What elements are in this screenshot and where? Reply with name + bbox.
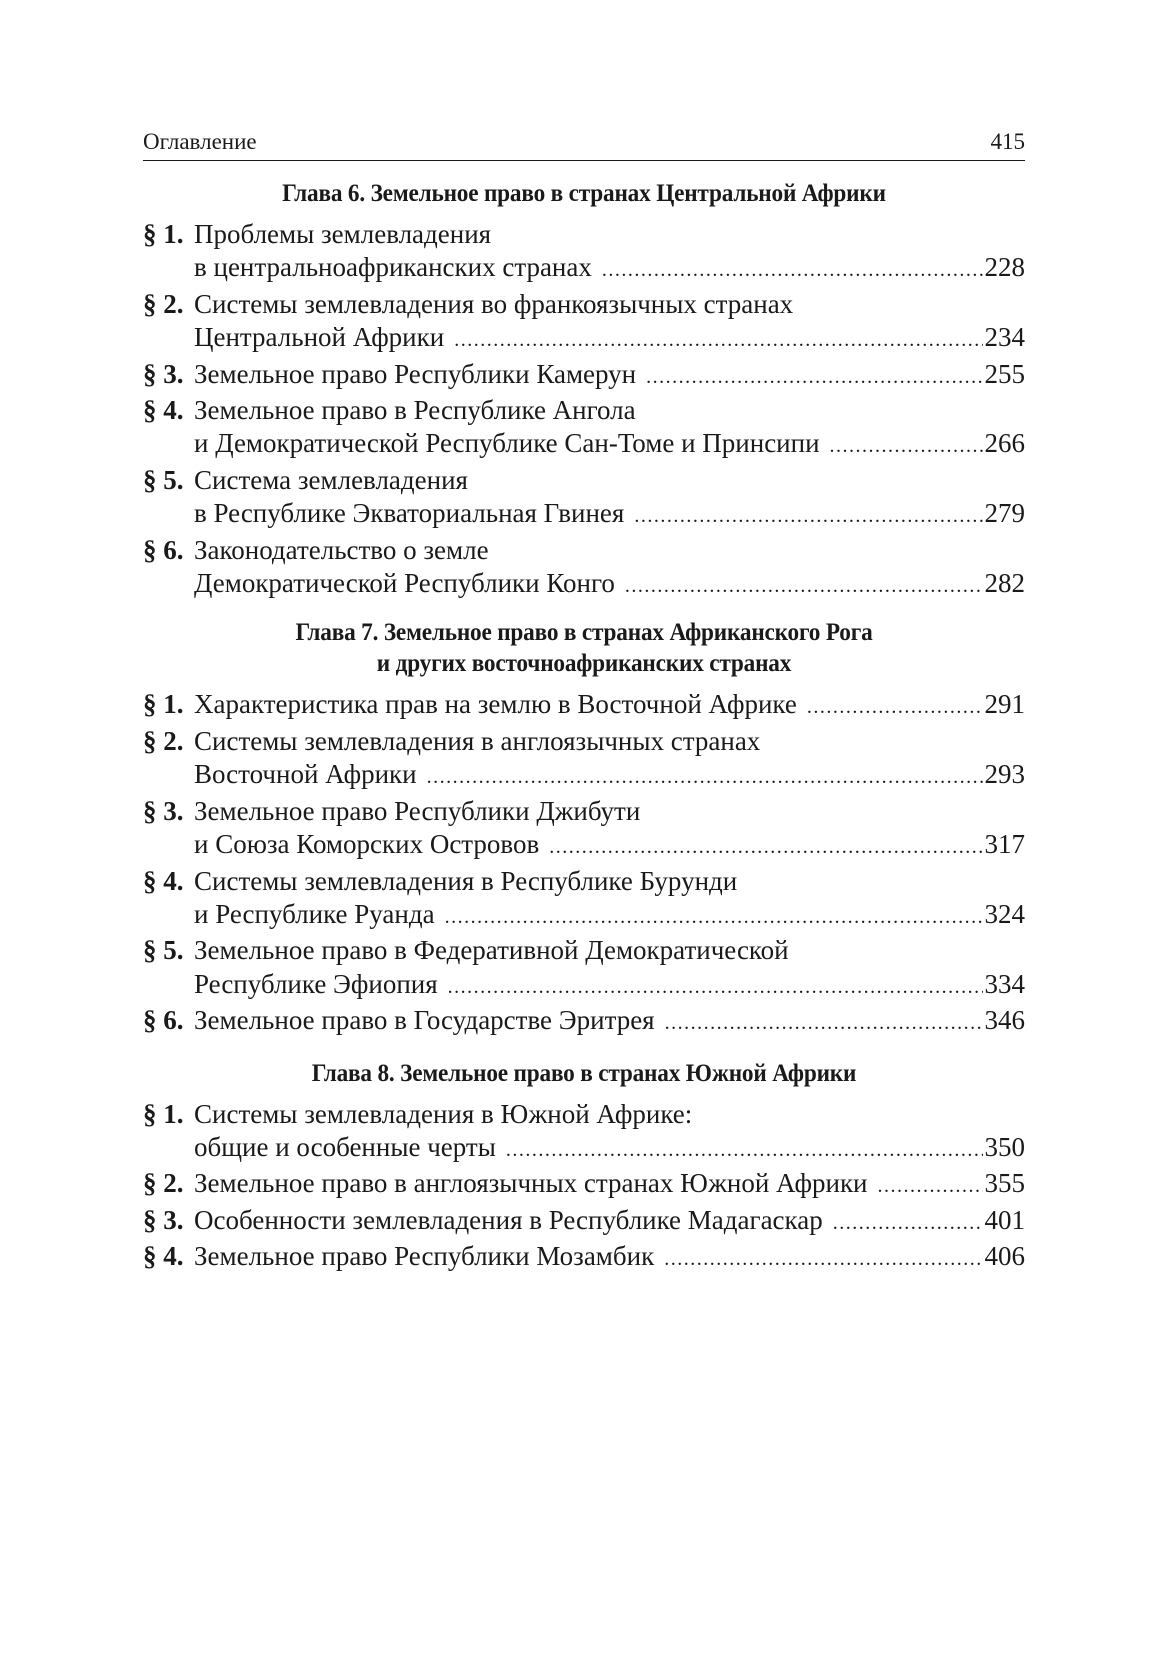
toc-entry-line [143,758,1025,794]
chapter-block [143,178,1025,603]
toc-entries [143,1098,1025,1277]
section-title: и Республике Руанда [194,898,435,929]
toc-entry-line [143,795,1025,828]
dot-leader [664,1243,982,1276]
toc-entry[interactable] [143,1204,1025,1240]
section-title: Проблемы землевладения [194,219,492,249]
section-page-number: 346 [984,1005,1025,1036]
dot-leader [646,361,982,394]
toc-entry[interactable] [143,358,1025,394]
section-page-number: 317 [984,829,1025,860]
section-page-number: 234 [984,322,1025,353]
dot-leader [445,901,983,934]
dot-leader [549,831,982,864]
section-title: Республике Эфиопия [194,968,438,999]
toc-entry[interactable] [143,795,1025,865]
toc-entry-line [143,394,1025,427]
dot-leader [833,1207,983,1240]
section-number: § 3. [143,358,184,389]
toc-entry[interactable] [143,218,1025,288]
toc-entry[interactable] [143,725,1025,795]
section-page-number: 279 [984,498,1025,529]
table-of-contents [143,178,1025,1277]
section-title: Характеристика прав на землю в Восточной Африке [194,689,797,720]
section-number: § 4. [143,865,184,896]
toc-entry-line [143,725,1025,758]
toc-entry-line [143,898,1025,934]
section-number: § 6. [143,534,184,565]
dot-leader [830,430,983,463]
toc-entry[interactable] [143,934,1025,1004]
section-title: Земельное право в Федеративной Демократической [194,935,789,966]
running-head-title: Оглавление [143,129,257,154]
section-title: Земельное право Республики Камерун [194,358,637,389]
toc-entry-line [143,358,1025,394]
toc-entry-line [143,497,1025,533]
toc-entry-line [143,534,1025,567]
section-title: Системы землевладения во франкоязычных странах [194,288,794,319]
dot-leader [634,500,982,533]
toc-entry-line [143,288,1025,321]
chapter-title-line: Глава 8. Земельное право в странах Южной Африки [311,1059,857,1087]
section-number: § 2. [143,288,184,319]
toc-entry[interactable] [143,534,1025,604]
toc-entry[interactable] [143,1004,1025,1040]
section-title: Демократической Республики Конго [194,568,615,599]
toc-entry[interactable] [143,1098,1025,1168]
running-head [143,128,1025,161]
section-number: § 4. [143,395,184,426]
section-title: общие и особенные черты [194,1131,496,1162]
section-title: Центральной Африки [194,322,445,353]
section-page-number: 350 [984,1131,1025,1162]
section-title: Земельное право в Государстве Эритрея [194,1005,655,1036]
toc-entry-line [143,934,1025,967]
section-title: Система землевладения [194,464,468,495]
toc-entry-line [143,1240,1025,1276]
section-number: § 6. [143,1005,184,1036]
chapter-block [143,617,1025,1040]
toc-entry[interactable] [143,688,1025,724]
chapter-title-line: и других восточноафриканских странах [376,650,792,678]
section-number: § 3. [143,795,184,826]
toc-entry[interactable] [143,288,1025,358]
section-page-number: 228 [984,252,1025,283]
chapter-block [143,1058,1025,1277]
toc-entry-line [143,427,1025,463]
section-title: Системы землевладения в Южной Африке: [194,1098,693,1129]
section-page-number: 266 [984,428,1025,459]
section-title: Восточной Африки [194,759,417,790]
section-title: Земельное право Республики Джибути [194,795,641,826]
toc-page [143,128,1025,1277]
dot-leader [427,761,983,794]
section-number: § 1. [143,689,184,720]
section-page-number: 293 [984,759,1025,790]
toc-entry-line [143,865,1025,898]
toc-entry-line [143,1004,1025,1040]
section-page-number: 406 [984,1241,1025,1272]
section-page-number: 324 [984,898,1025,929]
page-number: 415 [990,129,1025,154]
chapter-title-line: Глава 6. Земельное право в странах Центральной Африки [282,180,886,207]
section-title: Земельное право в Республике Ангола [194,395,636,426]
section-title: и Союза Коморских Островов [194,829,540,860]
toc-entry-line [143,218,1025,251]
toc-entry-line [143,1098,1025,1131]
toc-entry-line [143,251,1025,287]
toc-entry[interactable] [143,1240,1025,1276]
dot-leader [448,971,983,1004]
section-number: § 3. [143,1204,184,1235]
toc-entry-line [143,464,1025,497]
section-title: Системы землевладения в Республике Бурунди [194,865,738,896]
section-title: и Демократической Республике Сан-Томе и Принсипи [194,428,820,459]
dot-leader [454,324,982,357]
section-number: § 2. [143,1168,184,1199]
dot-leader [506,1134,983,1167]
dot-leader [665,1007,983,1040]
section-title: Особенности землевладения в Республике Мадагаскар [194,1204,823,1235]
chapter-title [174,617,994,679]
toc-entries [143,688,1025,1040]
toc-entry-line [143,828,1025,864]
section-title: Законодательство о земле [194,534,489,565]
chapter-title [174,1058,994,1089]
section-title: в центральноафриканских странах [194,252,592,283]
section-number: § 5. [143,464,184,495]
section-page-number: 291 [984,689,1025,720]
dot-leader [878,1170,983,1203]
section-number: § 1. [143,219,184,249]
toc-entry[interactable] [143,865,1025,935]
chapter-title-line: Глава 7. Земельное право в странах Африканского Рога [295,619,873,647]
section-title: Земельное право Республики Мозамбик [194,1241,655,1272]
chapter-title [174,178,994,209]
dot-leader [807,691,983,724]
toc-entries [143,218,1025,603]
section-page-number: 401 [984,1204,1025,1235]
toc-entry-line [143,1131,1025,1167]
dot-leader [602,254,983,287]
section-number: § 1. [143,1098,184,1129]
section-number: § 2. [143,725,184,756]
toc-entry[interactable] [143,464,1025,534]
toc-entry[interactable] [143,1167,1025,1203]
section-title: в Республике Экваториальная Гвинея [194,498,625,529]
section-page-number: 282 [984,568,1025,599]
section-title: Системы землевладения в англоязычных странах [194,725,761,756]
section-number: § 4. [143,1241,184,1272]
toc-entry-line [143,567,1025,603]
section-number: § 5. [143,935,184,966]
toc-entry-line [143,321,1025,357]
dot-leader [625,570,983,603]
section-page-number: 255 [984,358,1025,389]
section-title: Земельное право в англоязычных странах Южной Африки [194,1168,868,1199]
section-page-number: 355 [984,1168,1025,1199]
toc-entry[interactable] [143,394,1025,464]
toc-entry-line [143,968,1025,1004]
toc-entry-line [143,688,1025,724]
section-page-number: 334 [984,968,1025,999]
toc-entry-line [143,1204,1025,1240]
toc-entry-line [143,1167,1025,1203]
